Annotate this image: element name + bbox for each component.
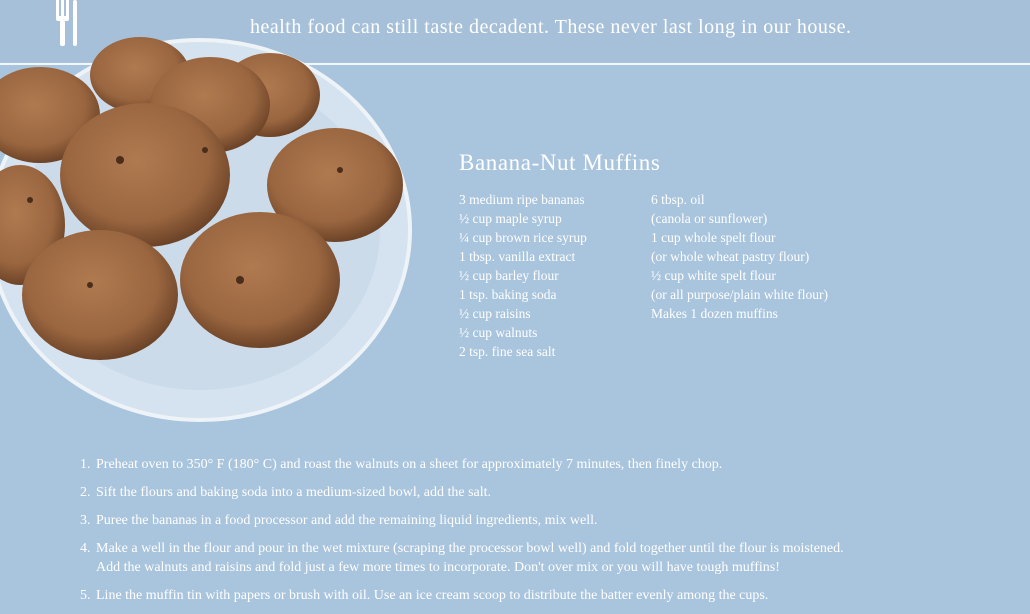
recipe-title: Banana-Nut Muffins: [459, 150, 661, 175]
method-step: [80, 483, 1010, 502]
ingredient-item: (or whole wheat pastry flour): [651, 249, 810, 264]
ingredient-item: 3 medium ripe bananas: [459, 192, 585, 207]
step-text: Line the muffin tin with papers or brush with oil. Use an ice cream scoop to distribute the batter evenly among the cups.: [96, 588, 769, 603]
ingredient-item: (or all purpose/plain white flour): [651, 287, 828, 302]
step-text: Preheat oven to 350° F (180° C) and roast the walnuts on a sheet for approximately 7 minutes, then finely chop.: [96, 457, 723, 472]
ingredient-item: ½ cup walnuts: [459, 325, 538, 340]
step-number: 2.: [80, 485, 91, 500]
ingredient-item: ½ cup white spelt flour: [651, 268, 776, 283]
step-number: 4.: [80, 541, 91, 556]
ingredient-item: ½ cup raisins: [459, 306, 531, 321]
step-number: 1.: [80, 457, 91, 472]
ingredient-item: 2 tsp. fine sea salt: [459, 344, 556, 359]
ingredients-list-left: [459, 190, 587, 361]
step-number: 3.: [80, 513, 91, 528]
method-step: [80, 455, 1010, 474]
ingredient-item: 6 tbsp. oil: [651, 192, 705, 207]
method-step: [80, 586, 1010, 605]
step-text: Sift the flours and baking soda into a medium-sized bowl, add the salt.: [96, 485, 492, 500]
ingredient-item: 1 cup whole spelt flour: [651, 230, 776, 245]
step-number: 5.: [80, 588, 91, 603]
ingredient-item: 1 tbsp. vanilla extract: [459, 249, 576, 264]
ingredient-item: ¼ cup brown rice syrup: [459, 230, 587, 245]
method-steps: [80, 455, 1010, 614]
plate-of-muffins-photo: [0, 30, 420, 430]
ingredient-item: 1 tsp. baking soda: [459, 287, 557, 302]
step-text: Make a well in the flour and pour in the wet mixture (scraping the processor bowl well) and fold together until the flour is moistened. Add the walnuts and raisins and fold just a few more times to incorporate. Don't over mix or you will have tough muffins!: [96, 541, 844, 575]
step-text: Puree the bananas in a food processor and add the remaining liquid ingredients, mix well.: [96, 513, 598, 528]
ingredient-item: ½ cup barley flour: [459, 268, 559, 283]
ingredient-item: ½ cup maple syrup: [459, 211, 562, 226]
method-step: [80, 539, 1010, 577]
yield-note: Makes 1 dozen muffins: [651, 306, 778, 321]
ingredient-item: (canola or sunflower): [651, 211, 768, 226]
intro-text: health food can still taste decadent. These never last long in our house.: [250, 16, 852, 38]
method-step: [80, 511, 1010, 530]
ingredients-list-right: [651, 190, 828, 323]
